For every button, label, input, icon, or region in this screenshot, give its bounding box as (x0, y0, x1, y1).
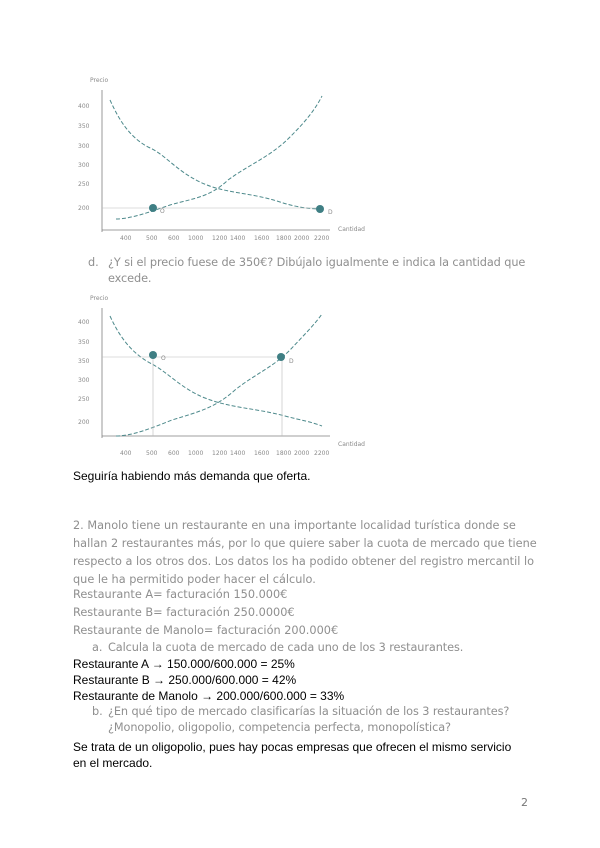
y-tick: 350 (78, 339, 90, 346)
y-axis-label: Precio (90, 295, 109, 302)
x-tick: 1600 (254, 235, 270, 242)
restaurant-b: Restaurante B= facturación 250.0000€ (73, 606, 295, 619)
demand-curve (110, 316, 322, 426)
x-tick: 1000 (188, 450, 204, 457)
x-tick: 1600 (254, 450, 270, 457)
question-b-line1: ¿En qué tipo de mercado clasificarías la situación de los 3 restaurantes? (108, 705, 510, 718)
x-tick: 500 (146, 235, 158, 242)
x-tick: 1200 (212, 450, 228, 457)
question-d-line1: ¿Y si el precio fuese de 350€? Dibújalo igualmente e indica la cantidad que (108, 256, 526, 269)
x-tick: 400 (120, 450, 132, 457)
answer-b-line2: en el mercado. (73, 756, 153, 770)
y-tick: 300 (78, 143, 90, 150)
y-tick: 350 (78, 358, 90, 365)
answer-restaurant-a: Restaurante A → 150.000/600.000 = 25% (73, 657, 295, 671)
question-d-letter: d. (88, 256, 99, 269)
restaurant-a: Restaurante A= facturación 150.000€ (73, 588, 288, 601)
question-b-letter: b. (92, 705, 103, 718)
x-tick: 2000 (294, 450, 310, 457)
restaurant-manolo: Restaurante de Manolo= facturación 200.000€ (73, 624, 339, 637)
supply-demand-chart-1 (60, 72, 380, 242)
x-tick: 1200 (212, 235, 228, 242)
exercise2-line2: hallan 2 restaurantes más, por lo que quiere saber la cuota de mercado que tiene (73, 537, 537, 550)
x-tick: 400 (120, 235, 132, 242)
y-tick: 400 (78, 319, 90, 326)
x-tick: 600 (168, 450, 180, 457)
demand-curve (110, 100, 322, 209)
point-o-label: O (161, 355, 166, 362)
question-d-line2: excede. (108, 272, 152, 285)
page-number: 2 (521, 796, 528, 809)
supply-demand-chart-2 (60, 288, 380, 458)
answer-d: Seguiría habiendo más demanda que oferta. (73, 469, 311, 483)
y-tick: 250 (78, 396, 90, 403)
y-tick: 300 (78, 162, 90, 169)
point-o-label: O (160, 208, 165, 215)
x-tick: 1400 (230, 235, 246, 242)
x-tick: 600 (168, 235, 180, 242)
x-axis-label: Cantidad (338, 226, 365, 233)
y-tick: 300 (78, 377, 90, 384)
x-axis-label: Cantidad (338, 441, 365, 448)
x-tick: 500 (146, 450, 158, 457)
point-o (149, 351, 157, 359)
y-tick: 250 (78, 181, 90, 188)
point-o (149, 204, 157, 212)
x-tick: 2000 (294, 235, 310, 242)
exercise2-line3: respecto a los otros dos. Los datos los ha podido obtener del registro mercantil lo (73, 555, 534, 568)
x-tick: 1800 (276, 235, 292, 242)
x-tick: 1000 (188, 235, 204, 242)
exercise2-line4: que le ha permitido poder hacer el cálculo. (73, 573, 316, 586)
y-tick: 400 (78, 103, 90, 110)
x-tick: 1800 (276, 450, 292, 457)
point-d (277, 353, 285, 361)
question-a-text: Calcula la cuota de mercado de cada uno de los 3 restaurantes. (108, 641, 464, 654)
exercise2-line1: 2. Manolo tiene un restaurante en una importante localidad turística donde se (73, 519, 516, 532)
answer-b-line1: Se trata de un oligopolio, pues hay pocas empresas que ofrecen el mismo servicio (73, 740, 512, 754)
x-tick: 2200 (314, 450, 330, 457)
point-d-label: D (328, 209, 333, 216)
x-tick: 1400 (230, 450, 246, 457)
point-d (316, 205, 324, 213)
answer-restaurant-b: Restaurante B → 250.000/600.000 = 42% (73, 673, 297, 687)
y-axis-label: Precio (90, 77, 109, 84)
supply-curve (116, 96, 322, 219)
question-a-letter: a. (92, 641, 103, 654)
answer-restaurant-manolo: Restaurante de Manolo → 200.000/600.000 = 33% (73, 689, 345, 703)
point-d-label: D (289, 358, 294, 365)
y-tick: 200 (78, 205, 90, 212)
y-tick: 200 (78, 419, 90, 426)
y-tick: 350 (78, 123, 90, 130)
x-tick: 2200 (314, 235, 330, 242)
question-b-line2: ¿Monopolio, oligopolio, competencia perfecta, monopolística? (108, 721, 451, 734)
